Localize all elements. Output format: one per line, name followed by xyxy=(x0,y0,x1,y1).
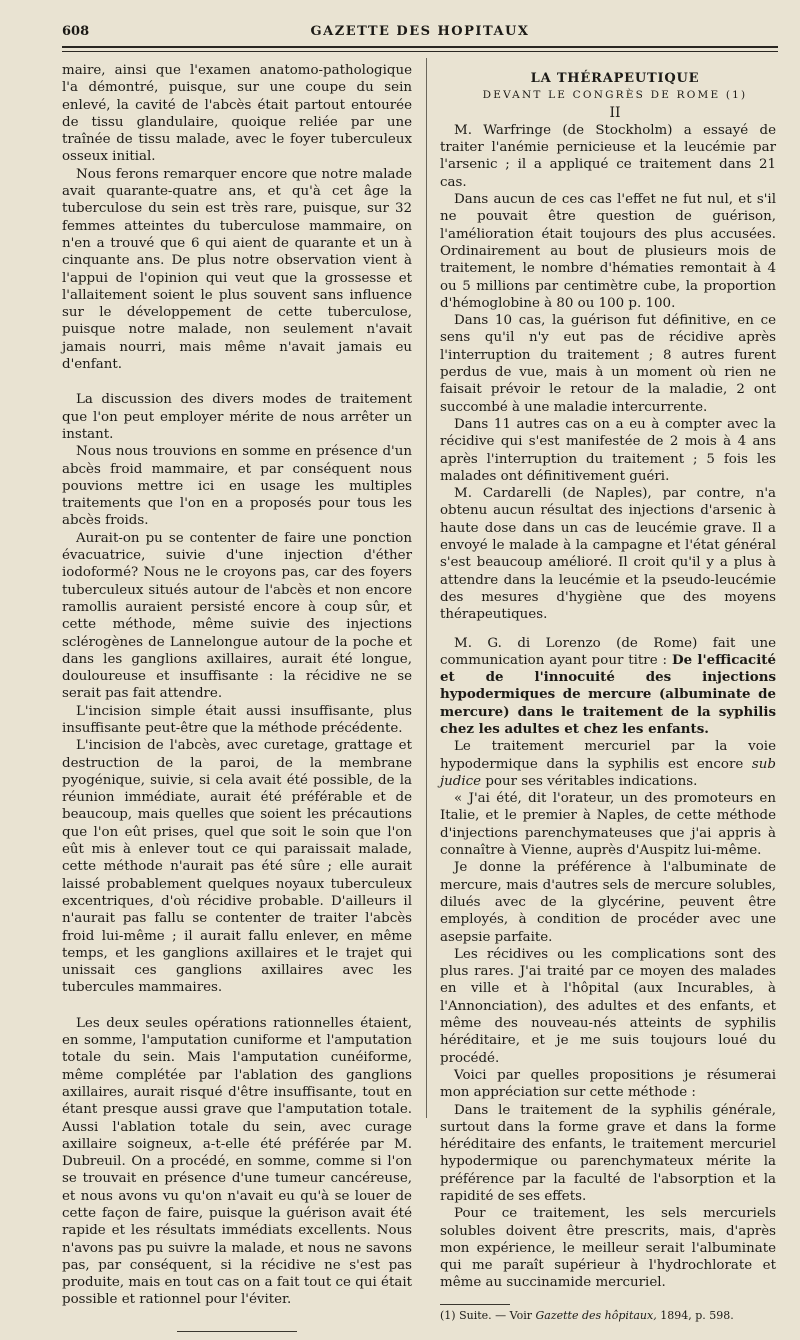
paragraph: M. Warfringe (de Stockholm) a essayé de traiter l'anémie pernicieuse et la leucémie par l'arsenic ; il a appliqué ce traitement dans 21 cas. xyxy=(440,122,776,190)
paragraph: M. Cardarelli (de Naples), par contre, n'a obtenu aucun résultat des injections d'arsenic à haute dose dans un cas de leucémie grave. Il a envoyé le malade à la campagne et l'état général s'est beaucoup amélioré. Il croit qu'il y a plus à attendre dans la leucémie et la pseudo-leucémie des mesures d'hygiène que des moyens thérapeutiques. xyxy=(440,486,776,623)
footnote xyxy=(440,1309,776,1323)
paragraph: Nous nous trouvions en somme en présence d'un abcès froid mammaire, et par conséquent nous pouvions mettre ici en usage les multiples traitements que l'on en a proposés pour tous les abcès froids. xyxy=(62,444,412,529)
paragraph: Voici par quelles propositions je résumerai mon appréciation sur cette méthode : xyxy=(440,1067,776,1101)
text-run: Le traitement mercuriel par la voie hypodermique dans la syphilis est encore xyxy=(440,739,776,772)
paragraph: Pour ce traitement, les sels mercuriels solubles doivent être prescrits, mais, d'après mon expérience, le meilleur serait l'albuminate qui me paraît supérieur à l'hydrochlorate et même au succinamide mercuriel. xyxy=(440,1206,776,1291)
journal-title: GAZETTE DES HOPITAUX xyxy=(310,24,530,39)
paragraph: « J'ai été, dit l'orateur, un des promoteurs en Italie, et le premier à Naples, de cette méthode d'injections parenchymateuses que j'ai appris à connaître à Vienne, auprès d'Auspitz lui-même. xyxy=(440,791,776,859)
running-header xyxy=(62,22,778,44)
paragraph: Je donne la préférence à l'albuminate de mercure, mais d'autres sels de mercure solubles, dilués avec de la glycérine, peuvent être employés, à condition de procéder avec une asepsie parfaite. xyxy=(440,860,776,945)
right-column xyxy=(440,70,776,1323)
text-run: 1894, p. 598. xyxy=(660,1308,734,1322)
text-run: (1) Suite. — Voir xyxy=(440,1308,532,1322)
header-rule-thin xyxy=(62,51,778,52)
paragraph: Les récidives ou les complications sont des plus rares. J'ai traité par ce moyen des malades en ville et à l'hôpital (aux Incurables, à l'Annonciation), des adultes et des enfants, et même des nouveau-nés atteints de syphilis héréditaire, et je me suis toujours loué du procédé. xyxy=(440,946,776,1066)
paragraph: Aurait-on pu se contenter de faire une ponction évacuatrice, suivie d'une injection d'éther iodoformé? Nous ne le croyons pas, car des foyers tuberculeux situés autour de l'abcès et non encore ramollis auraient persisté encore à coup sûr, et cette méthode, même suivie des injections sclérogènes de Lannelongue autour de la poche et dans les ganglions axillaires, aurait été longue, douloureuse et insuffisante : la récidive ne se serait pas fait attendre. xyxy=(62,530,412,702)
footnote-rule xyxy=(440,1304,510,1305)
page-number: 608 xyxy=(62,24,90,39)
section-subtitle: DEVANT LE CONGRÈS DE ROME (1) xyxy=(482,89,748,102)
paragraph: L'incision de l'abcès, avec curetage, grattage et destruction de la paroi, de la membrane pyogénique, suivie, si cela avait été possible, de la réunion immédiate, aurait été préférable et de beaucoup, mais quelles que soient les précautions que l'on eût prises, quel que soit le soin que l'on eût mis à enlever tout ce qui paraissait malade, cette méthode n'aurait pas été sûre ; elle aurait laissé probablement quelques noyaux tuberculeux excentriques, d'où récidive probable. D'ailleurs il n'aurait pas fallu se contenter de traiter l'abcès froid lui-même ; il aurait fallu enlever, en même temps, et les ganglions axillaires et le trajet qui unissait ces ganglions axillaires avec les tubercules mammaires. xyxy=(62,738,412,996)
end-ornament xyxy=(62,1323,412,1333)
journal-citation: Gazette des hôpitaux, xyxy=(535,1308,657,1322)
paragraph: Les deux seules opérations rationnelles étaient, en somme, l'amputation cuniforme et l'amputation totale du sein. Mais l'amputation cunéiforme, même complétée par l'ablation des ganglions axillaires, aurait risqué d'être insuffisante, tout en étant presque aussi grave que l'amputation totale. Aussi l'ablation totale du sein, avec curage axillaire soigneux, a-t-elle été préférée par M. Dubreuil. On a procédé, en somme, comme si l'on se trouvait en présence d'une tumeur cancéreuse, et nous avons vu qu'on n'avait eu qu'à se louer de cette façon de faire, puisque la guérison avait été rapide et les résultats immédiats excellents. Nous n'avons pas pu suivre la malade, et nous ne savons pas, par conséquent, si la récidive ne s'est pas produite, mais en tout cas on a fait tout ce qui était possible et rationnel pour l'éviter. xyxy=(62,1015,412,1308)
paragraph: La discussion des divers modes de traitement que l'on peut employer mérite de nous arrêter un instant. xyxy=(62,392,412,442)
paragraph: Nous ferons remarquer encore que notre malade avait quarante-quatre ans, et qu'à cet âge la tuberculose du sein est très rare, puisque, sur 32 femmes atteintes du tuberculose mammaire, on n'en a trouvé que 6 qui aient de quarante et un à cinquante ans. De plus notre observation vient à l'appui de l'opinion qui veut que la grossesse et l'allaitement soient le plus souvent sans influence sur le développement de cette tuberculose, puisque notre malade, non seulement n'avait jamais nourri, mais même n'avait jamais eu d'enfant. xyxy=(62,166,412,373)
communication-lead: M. G. di Lorenzo (de Rome) fait une communication ayant pour titre : xyxy=(440,635,776,668)
communication-title: De l'efficacité et de l'innocuité des injections hypodermiques de mercure (albuminate de mercure) dans le traitement de la syphilis chez les adultes et chez les enfants. xyxy=(440,651,776,737)
section-title: LA THÉRAPEUTIQUE xyxy=(530,71,700,86)
column-separator xyxy=(426,58,427,1118)
paragraph: maire, ainsi que l'examen anatomo-pathologique l'a démontré, puisque, sur une coupe du sein enlevé, la cavité de l'abcès était partout entourée de tissu glandulaire, quoique reliée par une traînée de tissu malade, avec le foyer tuberculeux osseux initial. xyxy=(62,63,412,165)
paragraph xyxy=(440,738,776,790)
paragraph: L'incision simple était aussi insuffisante, plus insuffisante peut-être que la méthode précédente. xyxy=(62,703,412,736)
header-rule xyxy=(62,46,778,48)
paragraph xyxy=(440,635,776,739)
paragraph: Dans 10 cas, la guérison fut définitive, en ce sens qu'il n'y eut pas de récidive après l'interruption du traitement ; 8 autres furent perdus de vue, mais à un moment où rien ne faisait prévoir le retour de la maladie, 2 ont succombé à une maladie intercurrente. xyxy=(440,313,776,415)
text-run: pour ses véritables indications. xyxy=(485,773,698,789)
italic-term: sub judice xyxy=(440,756,776,789)
paragraph: Dans 11 autres cas on a eu à compter avec la récidive qui s'est manifestée de 2 mois à 4 ans après l'interruption du traitement ; 5 fois les malades ont définitivement guéri. xyxy=(440,416,776,484)
left-column xyxy=(62,62,412,1333)
section-number: II xyxy=(609,104,621,121)
paragraph: Dans aucun de ces cas l'effet ne fut nul, et s'il ne pouvait être question de guérison, l'amélioration était toujours des plus accusées. Ordinairement au bout de plusieurs mois de traitement, le nombre d'hématies remontait à 4 ou 5 millions par centimètre cube, la proportion d'hémoglobine à 80 ou 100 p. 100. xyxy=(440,192,776,311)
paragraph: Dans le traitement de la syphilis générale, surtout dans la forme grave et dans la forme héréditaire des enfants, le traitement mercuriel hypodermique ou parenchymateux mérite la préférence par la faculté de l'absorption et la rapidité de ses effets. xyxy=(440,1102,776,1204)
